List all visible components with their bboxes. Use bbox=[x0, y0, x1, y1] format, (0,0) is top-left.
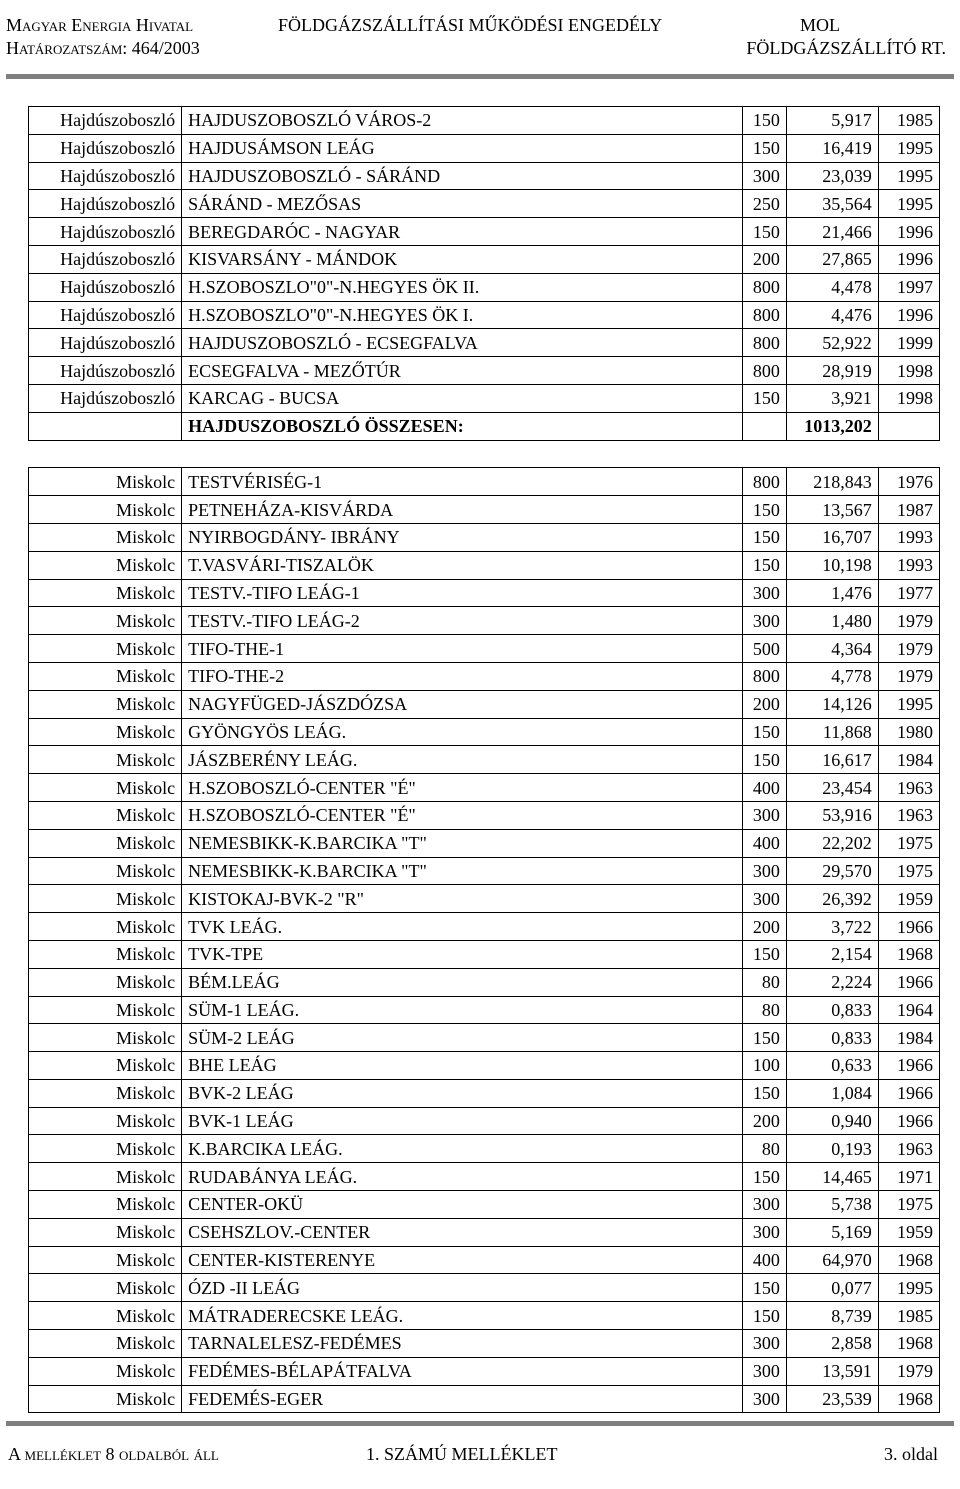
city-cell: Hajdúszoboszló bbox=[29, 245, 182, 273]
city-cell: Miskolc bbox=[29, 1218, 182, 1246]
year-cell: 1966 bbox=[878, 913, 939, 941]
table-row bbox=[29, 1302, 940, 1330]
diameter-cell: 400 bbox=[743, 1246, 787, 1274]
year-cell: 1979 bbox=[878, 1357, 939, 1385]
year-cell: 1971 bbox=[878, 1163, 939, 1191]
city-cell: Hajdúszoboszló bbox=[29, 218, 182, 246]
length-cell: 3,722 bbox=[786, 913, 878, 941]
diameter-cell: 150 bbox=[743, 551, 787, 579]
company-name: MOL bbox=[800, 15, 840, 35]
diameter-cell: 300 bbox=[743, 801, 787, 829]
diameter-cell: 150 bbox=[743, 218, 787, 246]
diameter-cell: 100 bbox=[743, 1052, 787, 1080]
table-row bbox=[29, 718, 940, 746]
year-cell: 1998 bbox=[878, 384, 939, 412]
pipeline-name-cell: NAGYFÜGED-JÁSZDÓZSA bbox=[182, 690, 743, 718]
table-row bbox=[29, 885, 940, 913]
city-cell: Miskolc bbox=[29, 607, 182, 635]
pipeline-name-cell: CSEHSZLOV.-CENTER bbox=[182, 1218, 743, 1246]
year-cell: 1966 bbox=[878, 1107, 939, 1135]
year-cell: 1968 bbox=[878, 1246, 939, 1274]
pipeline-name-cell: HAJDUSZOBOSZLÓ VÁROS-2 bbox=[182, 107, 743, 135]
pipeline-name-cell: ÓZD -II LEÁG bbox=[182, 1274, 743, 1302]
length-cell: 29,570 bbox=[786, 857, 878, 885]
year-cell: 1993 bbox=[878, 523, 939, 551]
diameter-cell: 150 bbox=[743, 1302, 787, 1330]
length-cell: 35,564 bbox=[786, 190, 878, 218]
city-cell: Miskolc bbox=[29, 1024, 182, 1052]
length-cell: 0,193 bbox=[786, 1135, 878, 1163]
diameter-cell: 800 bbox=[743, 329, 787, 357]
pipeline-name-cell: H.SZOBOSZLO"0"-N.HEGYES ÖK I. bbox=[182, 301, 743, 329]
diameter-cell: 800 bbox=[743, 301, 787, 329]
footer-divider bbox=[6, 1421, 954, 1426]
year-cell: 1985 bbox=[878, 107, 939, 135]
length-cell: 53,916 bbox=[786, 801, 878, 829]
table-row bbox=[29, 468, 940, 496]
city-cell: Miskolc bbox=[29, 1163, 182, 1191]
city-cell: Miskolc bbox=[29, 1135, 182, 1163]
length-cell: 23,039 bbox=[786, 162, 878, 190]
year-cell: 1968 bbox=[878, 940, 939, 968]
table-row bbox=[29, 245, 940, 273]
length-cell: 0,833 bbox=[786, 996, 878, 1024]
length-cell: 5,169 bbox=[786, 1218, 878, 1246]
year-cell: 1985 bbox=[878, 1302, 939, 1330]
year-cell: 1979 bbox=[878, 635, 939, 663]
city-cell: Miskolc bbox=[29, 635, 182, 663]
city-cell: Hajdúszoboszló bbox=[29, 329, 182, 357]
diameter-cell: 300 bbox=[743, 1218, 787, 1246]
diameter-cell: 150 bbox=[743, 1274, 787, 1302]
city-cell: Hajdúszoboszló bbox=[29, 134, 182, 162]
table-row bbox=[29, 273, 940, 301]
table-row bbox=[29, 913, 940, 941]
pipeline-name-cell: TESTV.-TIFO LEÁG-1 bbox=[182, 579, 743, 607]
table-row bbox=[29, 107, 940, 135]
length-cell: 0,833 bbox=[786, 1024, 878, 1052]
year-cell: 1959 bbox=[878, 885, 939, 913]
year-cell: 1968 bbox=[878, 1385, 939, 1413]
table-row bbox=[29, 690, 940, 718]
city-cell: Miskolc bbox=[29, 579, 182, 607]
city-cell: Miskolc bbox=[29, 1357, 182, 1385]
table-row bbox=[29, 1218, 940, 1246]
pipeline-name-cell: BVK-1 LEÁG bbox=[182, 1107, 743, 1135]
pipeline-name-cell: T.VASVÁRI-TISZALÖK bbox=[182, 551, 743, 579]
city-cell: Miskolc bbox=[29, 496, 182, 524]
table-row bbox=[29, 190, 940, 218]
separator-cell bbox=[29, 440, 182, 468]
pipeline-name-cell: H.SZOBOSZLÓ-CENTER "É" bbox=[182, 801, 743, 829]
table-row bbox=[29, 829, 940, 857]
pipeline-name-cell: HAJDUSZOBOSZLÓ - SÁRÁND bbox=[182, 162, 743, 190]
pipeline-name-cell: PETNEHÁZA-KISVÁRDA bbox=[182, 496, 743, 524]
separator-cell bbox=[878, 440, 939, 468]
city-cell: Miskolc bbox=[29, 1246, 182, 1274]
city-cell: Miskolc bbox=[29, 1191, 182, 1219]
length-cell: 28,919 bbox=[786, 357, 878, 385]
pipeline-name-cell: CENTER-KISTERENYE bbox=[182, 1246, 743, 1274]
length-cell: 11,868 bbox=[786, 718, 878, 746]
length-cell: 23,539 bbox=[786, 1385, 878, 1413]
length-cell: 10,198 bbox=[786, 551, 878, 579]
diameter-cell: 200 bbox=[743, 1107, 787, 1135]
length-cell: 0,633 bbox=[786, 1052, 878, 1080]
table-row bbox=[29, 940, 940, 968]
length-cell: 1,480 bbox=[786, 607, 878, 635]
city-cell: Miskolc bbox=[29, 690, 182, 718]
diameter-cell: 80 bbox=[743, 1135, 787, 1163]
pipeline-name-cell: BHE LEÁG bbox=[182, 1052, 743, 1080]
pipeline-name-cell: BVK-2 LEÁG bbox=[182, 1079, 743, 1107]
header-divider bbox=[6, 74, 954, 79]
table-row bbox=[29, 996, 940, 1024]
table-row bbox=[29, 357, 940, 385]
length-cell: 16,419 bbox=[786, 134, 878, 162]
length-cell: 5,738 bbox=[786, 1191, 878, 1219]
year-cell: 1977 bbox=[878, 579, 939, 607]
diameter-cell: 200 bbox=[743, 690, 787, 718]
total-label: HAJDUSZOBOSZLÓ ÖSSZESEN: bbox=[182, 412, 743, 440]
table-row bbox=[29, 662, 940, 690]
pipeline-name-cell: TIFO-THE-2 bbox=[182, 662, 743, 690]
pipeline-name-cell: NEMESBIKK-K.BARCIKA "T" bbox=[182, 857, 743, 885]
length-cell: 2,154 bbox=[786, 940, 878, 968]
year-cell: 1995 bbox=[878, 162, 939, 190]
diameter-cell: 300 bbox=[743, 1385, 787, 1413]
page-footer bbox=[0, 1440, 960, 1470]
diameter-cell: 500 bbox=[743, 635, 787, 663]
length-cell: 4,364 bbox=[786, 635, 878, 663]
diameter-cell: 300 bbox=[743, 607, 787, 635]
year-cell: 1979 bbox=[878, 662, 939, 690]
city-cell: Miskolc bbox=[29, 746, 182, 774]
city-cell: Miskolc bbox=[29, 718, 182, 746]
length-cell: 218,843 bbox=[786, 468, 878, 496]
pipeline-name-cell: HAJDUSZOBOSZLÓ - ECSEGFALVA bbox=[182, 329, 743, 357]
length-cell: 0,940 bbox=[786, 1107, 878, 1135]
city-cell: Hajdúszoboszló bbox=[29, 162, 182, 190]
year-cell: 1996 bbox=[878, 301, 939, 329]
attachment-note: A melléklet 8 oldalból áll bbox=[8, 1444, 219, 1464]
length-cell: 64,970 bbox=[786, 1246, 878, 1274]
city-cell: Miskolc bbox=[29, 1052, 182, 1080]
diameter-cell: 80 bbox=[743, 968, 787, 996]
diameter-cell: 150 bbox=[743, 496, 787, 524]
year-cell: 1999 bbox=[878, 329, 939, 357]
table-row bbox=[29, 607, 940, 635]
diameter-cell: 150 bbox=[743, 523, 787, 551]
table-row bbox=[29, 968, 940, 996]
diameter-cell: 150 bbox=[743, 1163, 787, 1191]
pipeline-name-cell: RUDABÁNYA LEÁG. bbox=[182, 1163, 743, 1191]
length-cell: 27,865 bbox=[786, 245, 878, 273]
pipeline-name-cell: MÁTRADERECSKE LEÁG. bbox=[182, 1302, 743, 1330]
diameter-cell: 150 bbox=[743, 1024, 787, 1052]
length-cell: 4,476 bbox=[786, 301, 878, 329]
city-cell: Hajdúszoboszló bbox=[29, 384, 182, 412]
attachment-title: 1. SZÁMÚ MELLÉKLET bbox=[366, 1444, 558, 1464]
table-row bbox=[29, 579, 940, 607]
diameter-cell: 800 bbox=[743, 273, 787, 301]
pipeline-name-cell: H.SZOBOSZLÓ-CENTER "É" bbox=[182, 774, 743, 802]
year-cell: 1976 bbox=[878, 468, 939, 496]
city-cell: Miskolc bbox=[29, 801, 182, 829]
pipeline-name-cell: H.SZOBOSZLO"0"-N.HEGYES ÖK II. bbox=[182, 273, 743, 301]
year-cell: 1964 bbox=[878, 996, 939, 1024]
page-number: 3. oldal bbox=[884, 1444, 938, 1464]
length-cell: 4,778 bbox=[786, 662, 878, 690]
diameter-cell: 150 bbox=[743, 1079, 787, 1107]
city-cell: Miskolc bbox=[29, 468, 182, 496]
pipeline-name-cell: TVK LEÁG. bbox=[182, 913, 743, 941]
pipeline-name-cell: SÜM-2 LEÁG bbox=[182, 1024, 743, 1052]
year-cell: 1995 bbox=[878, 190, 939, 218]
pipeline-name-cell: TESTVÉRISÉG-1 bbox=[182, 468, 743, 496]
city-cell: Hajdúszoboszló bbox=[29, 107, 182, 135]
table-row bbox=[29, 1163, 940, 1191]
pipeline-name-cell: BEREGDARÓC - NAGYAR bbox=[182, 218, 743, 246]
table-row bbox=[29, 1274, 940, 1302]
city-cell: Miskolc bbox=[29, 1385, 182, 1413]
year-cell: 1975 bbox=[878, 829, 939, 857]
year-cell: 1975 bbox=[878, 1191, 939, 1219]
city-cell: Miskolc bbox=[29, 913, 182, 941]
separator-cell bbox=[786, 440, 878, 468]
pipeline-name-cell: K.BARCIKA LEÁG. bbox=[182, 1135, 743, 1163]
year-cell: 1980 bbox=[878, 718, 939, 746]
pipeline-name-cell: KISVARSÁNY - MÁNDOK bbox=[182, 245, 743, 273]
table-row bbox=[29, 329, 940, 357]
city-cell: Miskolc bbox=[29, 662, 182, 690]
city-cell: Miskolc bbox=[29, 551, 182, 579]
pipeline-name-cell: KISTOKAJ-BVK-2 "R" bbox=[182, 885, 743, 913]
hajdu-section bbox=[29, 107, 940, 413]
pipeline-name-cell: SÜM-1 LEÁG. bbox=[182, 996, 743, 1024]
year-cell: 1968 bbox=[878, 1330, 939, 1358]
city-cell: Miskolc bbox=[29, 1274, 182, 1302]
table-row bbox=[29, 1107, 940, 1135]
city-cell: Miskolc bbox=[29, 1302, 182, 1330]
year-cell: 1987 bbox=[878, 496, 939, 524]
length-cell: 8,739 bbox=[786, 1302, 878, 1330]
table-row bbox=[29, 801, 940, 829]
total-value: 1013,202 bbox=[786, 412, 878, 440]
city-cell: Miskolc bbox=[29, 968, 182, 996]
pipeline-name-cell: NYIRBOGDÁNY- IBRÁNY bbox=[182, 523, 743, 551]
diameter-cell: 800 bbox=[743, 662, 787, 690]
diameter-cell: 800 bbox=[743, 357, 787, 385]
city-cell: Miskolc bbox=[29, 885, 182, 913]
length-cell: 4,478 bbox=[786, 273, 878, 301]
length-cell: 1,084 bbox=[786, 1079, 878, 1107]
diameter-cell: 400 bbox=[743, 774, 787, 802]
year-cell: 1997 bbox=[878, 273, 939, 301]
city-cell: Miskolc bbox=[29, 1330, 182, 1358]
year-cell: 1996 bbox=[878, 245, 939, 273]
length-cell: 16,707 bbox=[786, 523, 878, 551]
city-cell: Miskolc bbox=[29, 1107, 182, 1135]
pipeline-name-cell: JÁSZBERÉNY LEÁG. bbox=[182, 746, 743, 774]
page-header bbox=[0, 0, 960, 70]
table-row bbox=[29, 1079, 940, 1107]
length-cell: 2,858 bbox=[786, 1330, 878, 1358]
pipeline-name-cell: FEDEMÉS-EGER bbox=[182, 1385, 743, 1413]
pipeline-name-cell: TESTV.-TIFO LEÁG-2 bbox=[182, 607, 743, 635]
office-name: Magyar Energia Hivatal bbox=[6, 15, 194, 35]
diameter-cell: 800 bbox=[743, 468, 787, 496]
table-row bbox=[29, 551, 940, 579]
table-row bbox=[29, 134, 940, 162]
table-row bbox=[29, 774, 940, 802]
year-cell: 1993 bbox=[878, 551, 939, 579]
table-row bbox=[29, 635, 940, 663]
diameter-cell: 200 bbox=[743, 913, 787, 941]
hajdu-total-section bbox=[29, 412, 940, 468]
table-row bbox=[29, 1135, 940, 1163]
total-row bbox=[29, 412, 940, 440]
table-row bbox=[29, 1385, 940, 1413]
diameter-cell: 300 bbox=[743, 162, 787, 190]
year-cell: 1998 bbox=[878, 357, 939, 385]
city-cell: Hajdúszoboszló bbox=[29, 357, 182, 385]
table-row bbox=[29, 1024, 940, 1052]
pipeline-name-cell: GYÖNGYÖS LEÁG. bbox=[182, 718, 743, 746]
length-cell: 5,917 bbox=[786, 107, 878, 135]
year-cell: 1975 bbox=[878, 857, 939, 885]
diameter-cell: 300 bbox=[743, 885, 787, 913]
resolution-number: Határozatszám: 464/2003 bbox=[6, 38, 200, 58]
pipeline-name-cell: BÉM.LEÁG bbox=[182, 968, 743, 996]
length-cell: 2,224 bbox=[786, 968, 878, 996]
pipeline-table bbox=[28, 106, 940, 1413]
length-cell: 22,202 bbox=[786, 829, 878, 857]
city-cell: Miskolc bbox=[29, 523, 182, 551]
length-cell: 1,476 bbox=[786, 579, 878, 607]
diameter-cell: 300 bbox=[743, 1191, 787, 1219]
diameter-cell: 250 bbox=[743, 190, 787, 218]
year-cell: 1963 bbox=[878, 801, 939, 829]
separator-cell bbox=[182, 440, 743, 468]
year-cell: 1995 bbox=[878, 1274, 939, 1302]
diameter-cell: 150 bbox=[743, 107, 787, 135]
city-cell: Hajdúszoboszló bbox=[29, 190, 182, 218]
pipeline-name-cell: ECSEGFALVA - MEZŐTÚR bbox=[182, 357, 743, 385]
length-cell: 3,921 bbox=[786, 384, 878, 412]
company-division: FÖLDGÁZSZÁLLÍTÓ RT. bbox=[746, 38, 946, 58]
table-row bbox=[29, 523, 940, 551]
table-row bbox=[29, 1052, 940, 1080]
year-cell: 1966 bbox=[878, 1079, 939, 1107]
separator-row bbox=[29, 440, 940, 468]
length-cell: 13,567 bbox=[786, 496, 878, 524]
separator-cell bbox=[743, 440, 787, 468]
table-row bbox=[29, 1191, 940, 1219]
length-cell: 52,922 bbox=[786, 329, 878, 357]
table-row bbox=[29, 746, 940, 774]
pipeline-name-cell: FEDÉMES-BÉLAPÁTFALVA bbox=[182, 1357, 743, 1385]
table-row bbox=[29, 1357, 940, 1385]
diameter-cell: 150 bbox=[743, 134, 787, 162]
pipeline-name-cell: TARNALELESZ-FEDÉMES bbox=[182, 1330, 743, 1358]
year-cell: 1995 bbox=[878, 134, 939, 162]
table-row bbox=[29, 218, 940, 246]
year-cell: 1966 bbox=[878, 968, 939, 996]
total-spacer bbox=[743, 412, 787, 440]
diameter-cell: 80 bbox=[743, 996, 787, 1024]
diameter-cell: 300 bbox=[743, 579, 787, 607]
diameter-cell: 150 bbox=[743, 718, 787, 746]
year-cell: 1979 bbox=[878, 607, 939, 635]
diameter-cell: 150 bbox=[743, 940, 787, 968]
pipeline-name-cell: NEMESBIKK-K.BARCIKA "T" bbox=[182, 829, 743, 857]
year-cell: 1995 bbox=[878, 690, 939, 718]
document-title: FÖLDGÁZSZÁLLÍTÁSI MŰKÖDÉSI ENGEDÉLY bbox=[278, 15, 663, 35]
length-cell: 21,466 bbox=[786, 218, 878, 246]
city-cell: Miskolc bbox=[29, 1079, 182, 1107]
length-cell: 26,392 bbox=[786, 885, 878, 913]
year-cell: 1966 bbox=[878, 1052, 939, 1080]
pipeline-name-cell: TIFO-THE-1 bbox=[182, 635, 743, 663]
diameter-cell: 300 bbox=[743, 1357, 787, 1385]
diameter-cell: 300 bbox=[743, 857, 787, 885]
city-cell: Hajdúszoboszló bbox=[29, 273, 182, 301]
city-cell: Miskolc bbox=[29, 829, 182, 857]
diameter-cell: 200 bbox=[743, 245, 787, 273]
pipeline-name-cell: CENTER-OKÜ bbox=[182, 1191, 743, 1219]
length-cell: 13,591 bbox=[786, 1357, 878, 1385]
table-row bbox=[29, 301, 940, 329]
year-cell: 1959 bbox=[878, 1218, 939, 1246]
table-row bbox=[29, 384, 940, 412]
pipeline-name-cell: HAJDUSÁMSON LEÁG bbox=[182, 134, 743, 162]
table-row bbox=[29, 857, 940, 885]
table-row bbox=[29, 1246, 940, 1274]
table-row bbox=[29, 1330, 940, 1358]
year-cell: 1963 bbox=[878, 1135, 939, 1163]
city-cell: Miskolc bbox=[29, 996, 182, 1024]
city-cell: Miskolc bbox=[29, 857, 182, 885]
pipeline-name-cell: TVK-TPE bbox=[182, 940, 743, 968]
total-empty-cell bbox=[29, 412, 182, 440]
table-row bbox=[29, 496, 940, 524]
city-cell: Miskolc bbox=[29, 774, 182, 802]
length-cell: 23,454 bbox=[786, 774, 878, 802]
year-cell: 1963 bbox=[878, 774, 939, 802]
pipeline-name-cell: KARCAG - BUCSA bbox=[182, 384, 743, 412]
length-cell: 14,465 bbox=[786, 1163, 878, 1191]
city-cell: Hajdúszoboszló bbox=[29, 301, 182, 329]
year-cell: 1984 bbox=[878, 746, 939, 774]
diameter-cell: 300 bbox=[743, 1330, 787, 1358]
diameter-cell: 150 bbox=[743, 384, 787, 412]
length-cell: 0,077 bbox=[786, 1274, 878, 1302]
diameter-cell: 400 bbox=[743, 829, 787, 857]
total-year-cell bbox=[878, 412, 939, 440]
length-cell: 16,617 bbox=[786, 746, 878, 774]
pipeline-name-cell: SÁRÁND - MEZŐSAS bbox=[182, 190, 743, 218]
miskolc-section bbox=[29, 468, 940, 1413]
diameter-cell: 150 bbox=[743, 746, 787, 774]
table-row bbox=[29, 162, 940, 190]
year-cell: 1996 bbox=[878, 218, 939, 246]
city-cell: Miskolc bbox=[29, 940, 182, 968]
year-cell: 1984 bbox=[878, 1024, 939, 1052]
length-cell: 14,126 bbox=[786, 690, 878, 718]
